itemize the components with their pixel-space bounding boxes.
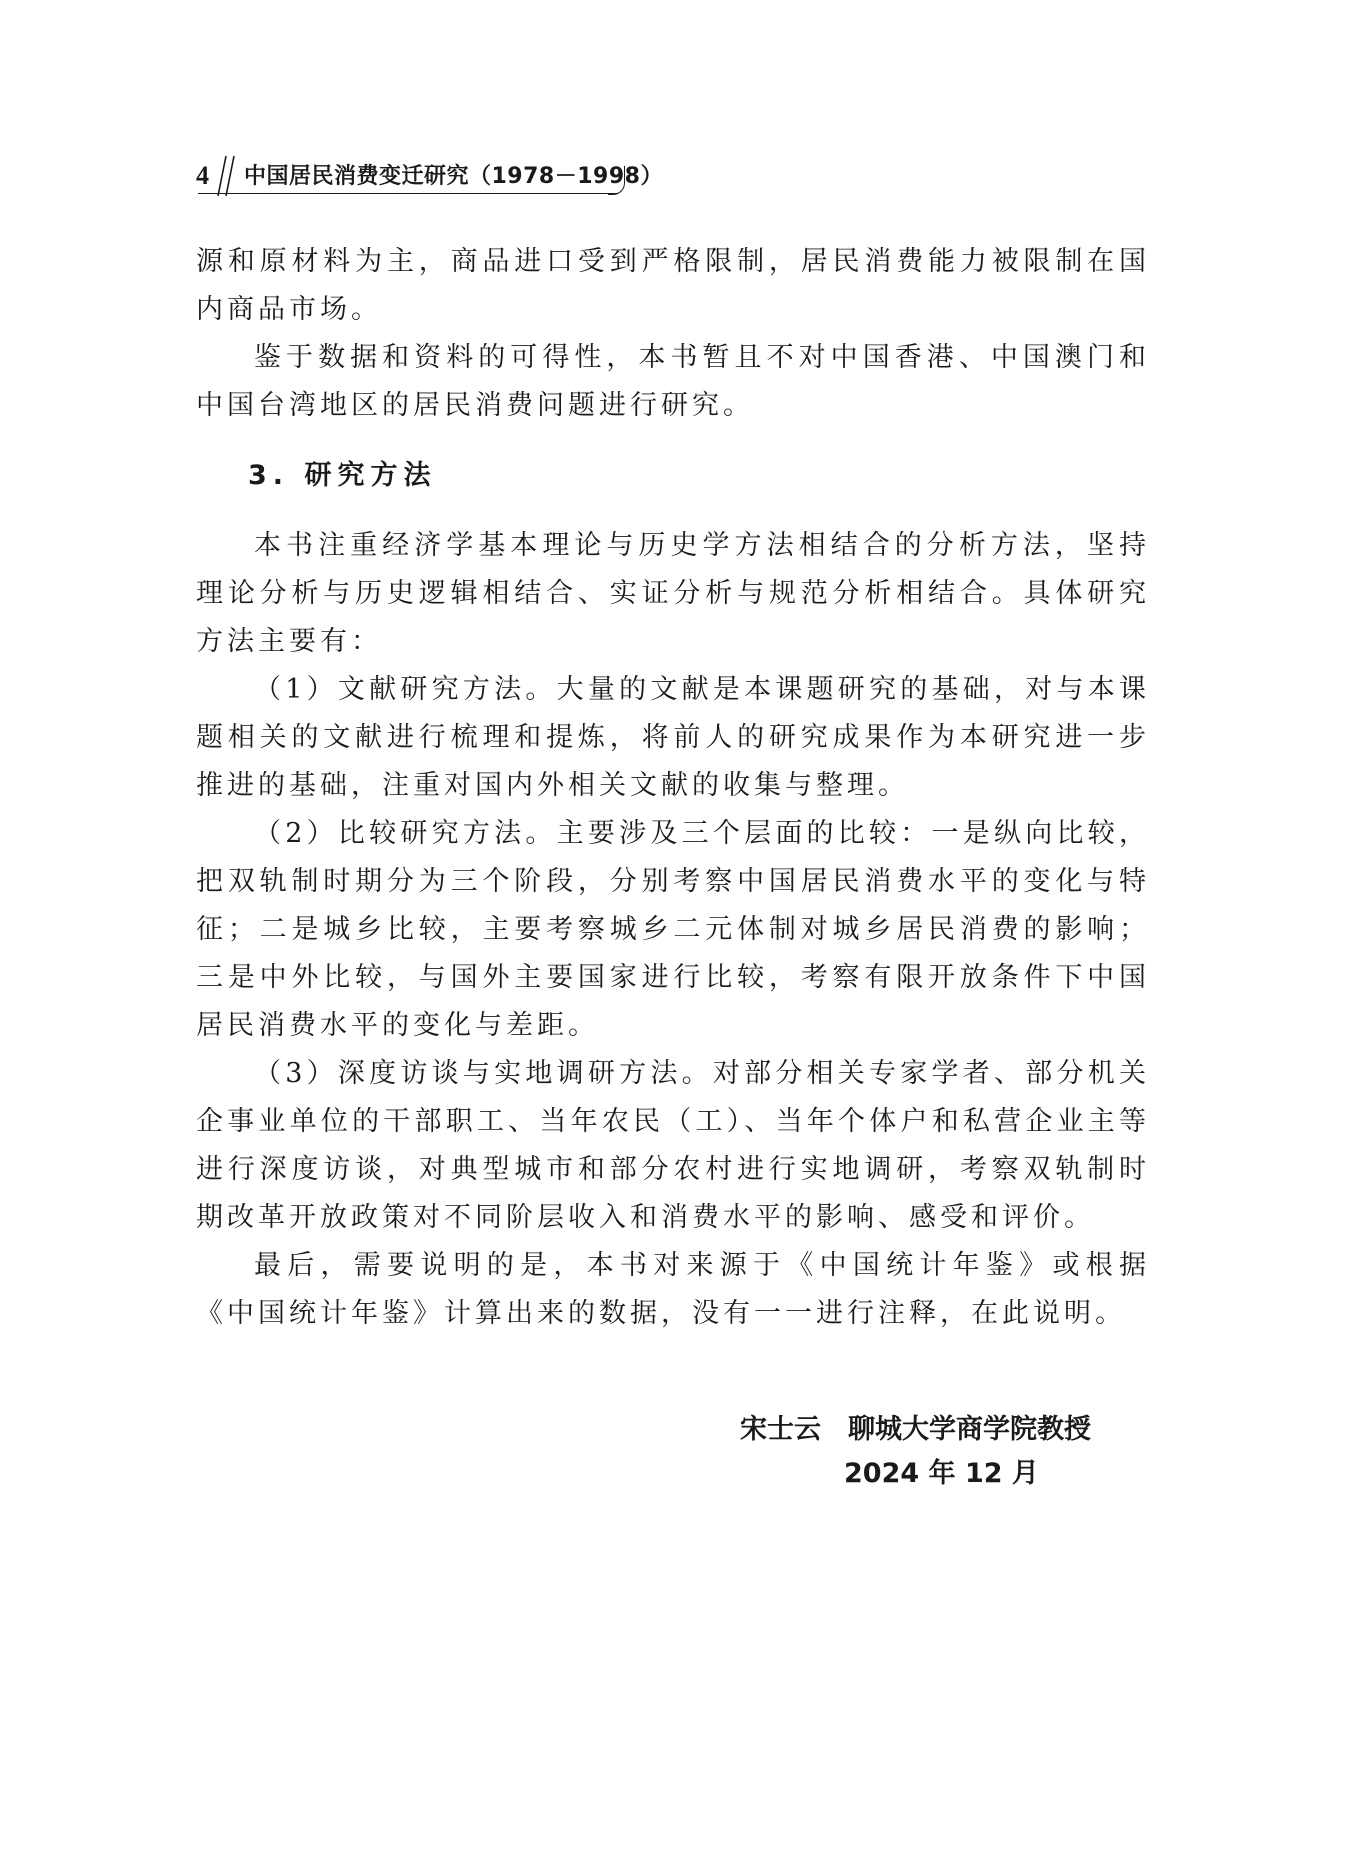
page-number: 4 bbox=[196, 161, 209, 190]
header-rule bbox=[198, 193, 618, 194]
paragraph-scope-note: 鉴于数据和资料的可得性，本书暂且不对中国香港、中国澳门和中国台湾地区的居民消费问题进行研究。 bbox=[196, 342, 1150, 421]
double-slash-ornament bbox=[216, 154, 238, 198]
running-header bbox=[196, 160, 663, 196]
book-title: 中国居民消费变迁研究（1978－1998） bbox=[244, 164, 663, 189]
signature-date: 2024 年 12 月 bbox=[844, 1458, 1039, 1489]
paragraph-method-literature: （1）文献研究方法。大量的文献是本课题研究的基础，对与本课题相关的文献进行梳理和提炼，将前人的研究成果作为本研究进一步推进的基础，注重对国内外相关文献的收集与整理。 bbox=[196, 674, 1150, 801]
paragraph-continuation: 源和原材料为主，商品进口受到严格限制，居民消费能力被限制在国内商品市场。 bbox=[196, 246, 1150, 325]
paragraph-methods-intro: 本书注重经济学基本理论与历史学方法相结合的分析方法，坚持理论分析与历史逻辑相结合、实证分析与规范分析相结合。具体研究方法主要有： bbox=[196, 530, 1150, 657]
body-text bbox=[196, 238, 1150, 1338]
paragraph-method-interviews: （3）深度访谈与实地调研方法。对部分相关专家学者、部分机关企事业单位的干部职工、当年农民（工）、当年个体户和私营企业主等进行深度访谈，对典型城市和部分农村进行实地调研，考察双轨制时期改革开放政策对不同阶层收入和消费水平的影响、感受和评价。 bbox=[196, 1058, 1150, 1233]
paragraph-method-comparison: （2）比较研究方法。主要涉及三个层面的比较：一是纵向比较，把双轨制时期分为三个阶段，分别考察中国居民消费水平的变化与特征；二是城乡比较，主要考察城乡二元体制对城乡居民消费的影响；三是中外比较，与国外主要国家进行比较，考察有限开放条件下中国居民消费水平的变化与差距。 bbox=[196, 818, 1150, 1041]
signature-block bbox=[740, 1408, 1160, 1496]
section-heading: 3. 研究方法 bbox=[248, 460, 437, 491]
paragraph-closing-note: 最后，需要说明的是，本书对来源于《中国统计年鉴》或根据《中国统计年鉴》计算出来的数据，没有一一进行注释，在此说明。 bbox=[196, 1250, 1150, 1329]
author-affiliation: 宋士云 聊城大学商学院教授 bbox=[740, 1414, 1091, 1445]
